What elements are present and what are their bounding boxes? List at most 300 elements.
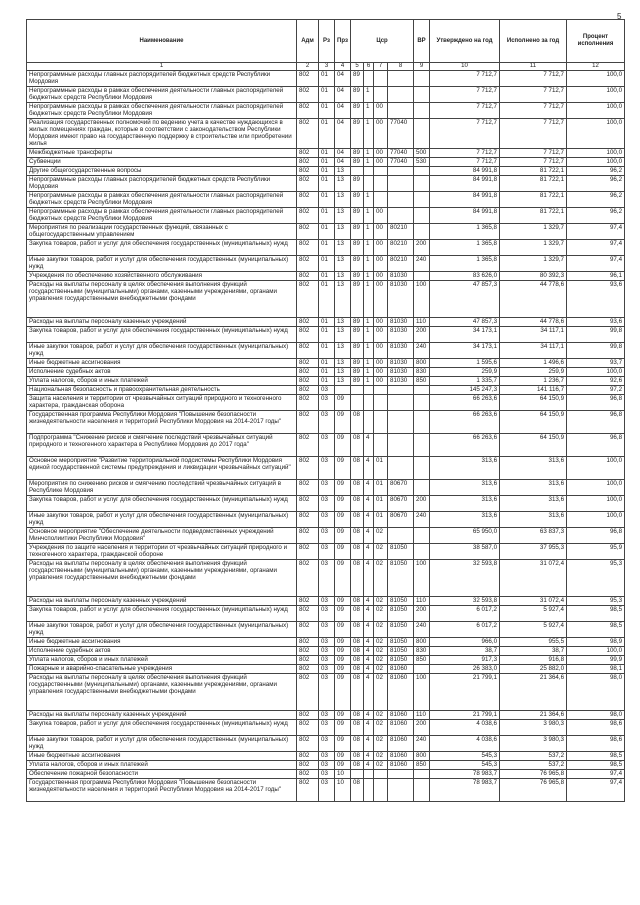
row-name-cell: Другие общегосударственные вопросы [27,167,297,176]
row-csr-program-cell: 89 [351,368,364,377]
row-csr-subprogram-cell: 1 [364,87,374,103]
row-csr-event-cell: 02 [374,560,388,597]
table-row [27,103,625,119]
row-prz-cell: 04 [335,87,351,103]
row-rz-cell: 01 [319,71,335,87]
row-percent-cell: 98,0 [567,711,625,720]
row-percent-cell: 98,6 [567,720,625,736]
row-adm-cell: 802 [297,457,319,480]
column-number: 12 [567,63,625,71]
table-row [27,720,625,736]
row-adm-cell: 802 [297,256,319,272]
row-executed-cell: 7 712,7 [500,71,567,87]
row-approved-cell: 26 383,0 [430,665,500,674]
row-csr-program-cell: 08 [351,638,364,647]
row-csr-event-cell: 00 [374,149,388,158]
row-approved-cell: 66 263,6 [430,434,500,457]
row-percent-cell: 97,4 [567,770,625,779]
row-rz-cell: 03 [319,656,335,665]
row-vr-cell [414,192,430,208]
row-name-cell: Исполнение судебных актов [27,647,297,656]
row-csr-subprogram-cell: 1 [364,208,374,224]
row-approved-cell: 917,3 [430,656,500,665]
row-csr-subprogram-cell [364,395,374,411]
row-approved-cell: 313,6 [430,457,500,480]
row-percent-cell: 100,0 [567,368,625,377]
row-executed-cell: 34 117,1 [500,327,567,343]
row-adm-cell: 802 [297,158,319,167]
row-name-cell: Расходы на выплаты персоналу в целях обеспечения выполнения функций государственными (муниципальными) органами, казенными учреждениями, органами управления государственными внебюджетными фондами [27,560,297,597]
row-adm-cell: 802 [297,496,319,512]
row-adm-cell: 802 [297,87,319,103]
row-adm-cell: 802 [297,638,319,647]
row-adm-cell: 802 [297,647,319,656]
row-csr-subprogram-cell: 1 [364,103,374,119]
row-name-cell: Непрограммные расходы в рамках обеспечения деятельности главных распорядителей бюджетных средств Республики Мордовия [27,208,297,224]
row-percent-cell: 100,0 [567,480,625,496]
row-vr-cell: 200 [414,720,430,736]
row-csr-event-cell: 00 [374,208,388,224]
row-prz-cell: 13 [335,272,351,281]
row-csr-direction-cell [388,386,414,395]
row-executed-cell: 3 980,3 [500,736,567,752]
row-vr-cell [414,395,430,411]
row-prz-cell: 09 [335,752,351,761]
row-csr-event-cell [374,71,388,87]
row-csr-event-cell [374,167,388,176]
row-percent-cell: 95,9 [567,544,625,560]
table-row [27,752,625,761]
row-percent-cell: 100,0 [567,103,625,119]
row-executed-cell: 1 329,7 [500,240,567,256]
row-prz-cell: 13 [335,192,351,208]
table-row [27,606,625,622]
row-percent-cell: 96,2 [567,176,625,192]
row-name-cell: Обеспечение пожарной безопасности [27,770,297,779]
row-name-cell: Основное мероприятие "Развитие территориальной подсистемы Республики Мордовия единой государственной системы предупреждения и ликвидации чрезвычайных ситуаций" [27,457,297,480]
row-csr-subprogram-cell: 4 [364,528,374,544]
column-number: 5 [351,63,364,71]
row-csr-program-cell: 08 [351,606,364,622]
row-csr-event-cell: 01 [374,457,388,480]
row-vr-cell [414,103,430,119]
row-percent-cell: 100,0 [567,158,625,167]
row-adm-cell: 802 [297,395,319,411]
row-prz-cell: 13 [335,208,351,224]
row-executed-cell: 537,2 [500,761,567,770]
row-approved-cell: 84 991,8 [430,167,500,176]
row-csr-event-cell: 02 [374,720,388,736]
row-vr-cell [414,208,430,224]
row-rz-cell: 01 [319,281,335,318]
row-vr-cell: 500 [414,149,430,158]
row-csr-program-cell: 08 [351,656,364,665]
row-vr-cell: 200 [414,240,430,256]
row-prz-cell: 09 [335,480,351,496]
row-name-cell: Реализация государственных полномочий по ведению учета в качестве нуждающихся в жилых помещениях граждан, которые в соответствии с законодательством Республики Мордовия имеют право на государственную поддержку в строительстве или приобретении жилья [27,119,297,149]
row-vr-cell [414,665,430,674]
row-percent-cell: 92,6 [567,377,625,386]
row-percent-cell: 95,3 [567,597,625,606]
row-vr-cell: 830 [414,647,430,656]
row-csr-subprogram-cell: 4 [364,736,374,752]
row-percent-cell: 100,0 [567,71,625,87]
row-vr-cell [414,167,430,176]
row-prz-cell: 13 [335,281,351,318]
column-number: 7 [374,63,388,71]
row-approved-cell: 47 857,3 [430,318,500,327]
row-csr-subprogram-cell [364,386,374,395]
row-csr-direction-cell: 77040 [388,119,414,149]
column-number: 3 [319,63,335,71]
row-csr-event-cell: 00 [374,119,388,149]
table-row [27,386,625,395]
row-name-cell: Иные закупки товаров, работ и услуг для обеспечения государственных (муниципальных) нужд [27,622,297,638]
table-row [27,318,625,327]
row-csr-direction-cell: 80210 [388,256,414,272]
row-executed-cell: 1 236,7 [500,377,567,386]
row-approved-cell: 4 038,6 [430,720,500,736]
row-executed-cell: 44 778,6 [500,281,567,318]
row-adm-cell: 802 [297,386,319,395]
row-executed-cell: 1 496,6 [500,359,567,368]
row-rz-cell: 03 [319,496,335,512]
row-csr-program-cell: 89 [351,103,364,119]
table-row [27,377,625,386]
table-row [27,224,625,240]
row-vr-cell: 200 [414,327,430,343]
row-adm-cell: 802 [297,71,319,87]
row-csr-subprogram-cell: 1 [364,318,374,327]
row-vr-cell: 110 [414,711,430,720]
row-name-cell: Расходы на выплаты персоналу казенных учреждений [27,597,297,606]
row-approved-cell: 1 365,8 [430,256,500,272]
row-name-cell: Непрограммные расходы главных распорядителей бюджетных средств Республики Мордовия [27,176,297,192]
row-csr-event-cell [374,176,388,192]
row-rz-cell: 01 [319,87,335,103]
row-executed-cell: 25 882,0 [500,665,567,674]
row-csr-subprogram-cell: 4 [364,761,374,770]
page-number: 5 [617,12,622,21]
row-csr-program-cell: 89 [351,240,364,256]
row-rz-cell: 03 [319,779,335,802]
row-vr-cell: 850 [414,377,430,386]
row-percent-cell: 100,0 [567,457,625,480]
row-percent-cell: 100,0 [567,87,625,103]
row-rz-cell: 03 [319,597,335,606]
row-executed-cell: 31 072,4 [500,597,567,606]
row-percent-cell: 97,2 [567,386,625,395]
table-row [27,656,625,665]
row-name-cell: Иные бюджетные ассигнования [27,638,297,647]
row-percent-cell: 100,0 [567,647,625,656]
row-csr-program-cell: 08 [351,720,364,736]
row-csr-direction-cell: 81060 [388,736,414,752]
row-approved-cell: 259,9 [430,368,500,377]
budget-execution-table [26,19,625,802]
row-percent-cell: 95,3 [567,560,625,597]
row-executed-cell: 5 927,4 [500,606,567,622]
header-csr: Цср [351,20,414,63]
row-rz-cell: 03 [319,434,335,457]
row-executed-cell: 7 712,7 [500,158,567,167]
row-approved-cell: 32 593,8 [430,597,500,606]
row-csr-subprogram-cell: 1 [364,377,374,386]
row-prz-cell: 09 [335,622,351,638]
row-name-cell: Непрограммные расходы в рамках обеспечения деятельности главных распорядителей бюджетных средств Республики Мордовия [27,192,297,208]
row-approved-cell: 4 038,6 [430,736,500,752]
row-prz-cell: 04 [335,71,351,87]
table-row [27,770,625,779]
row-vr-cell: 240 [414,736,430,752]
row-approved-cell: 6 017,2 [430,606,500,622]
row-csr-direction-cell [388,434,414,457]
row-csr-program-cell: 89 [351,359,364,368]
table-row [27,240,625,256]
row-adm-cell: 802 [297,327,319,343]
row-approved-cell: 7 712,7 [430,87,500,103]
row-csr-program-cell: 89 [351,208,364,224]
row-executed-cell: 64 150,9 [500,411,567,434]
row-approved-cell: 66 263,6 [430,395,500,411]
row-vr-cell [414,386,430,395]
row-adm-cell: 802 [297,240,319,256]
row-csr-subprogram-cell [364,167,374,176]
table-row [27,119,625,149]
row-executed-cell: 37 955,3 [500,544,567,560]
row-csr-program-cell: 08 [351,457,364,480]
row-adm-cell: 802 [297,411,319,434]
row-csr-subprogram-cell: 1 [364,158,374,167]
column-number: 1 [27,63,297,71]
row-adm-cell: 802 [297,167,319,176]
row-percent-cell: 93,7 [567,359,625,368]
row-csr-program-cell: 08 [351,528,364,544]
row-adm-cell: 802 [297,343,319,359]
table-row [27,665,625,674]
row-executed-cell: 64 150,9 [500,434,567,457]
row-prz-cell: 13 [335,368,351,377]
row-prz-cell: 09 [335,434,351,457]
row-csr-direction-cell: 81030 [388,359,414,368]
table-row [27,272,625,281]
column-number: 6 [364,63,374,71]
row-csr-event-cell: 02 [374,647,388,656]
row-rz-cell: 03 [319,386,335,395]
row-csr-event-cell: 02 [374,665,388,674]
row-executed-cell: 313,6 [500,496,567,512]
row-csr-direction-cell: 81060 [388,665,414,674]
row-csr-event-cell: 00 [374,368,388,377]
row-adm-cell: 802 [297,149,319,158]
row-name-cell: Учреждения по обеспечению хозяйственного обслуживания [27,272,297,281]
row-approved-cell: 1 365,8 [430,240,500,256]
row-prz-cell: 09 [335,560,351,597]
row-name-cell: Закупка товаров, работ и услуг для обеспечения государственных (муниципальных) нужд [27,327,297,343]
row-csr-event-cell [374,395,388,411]
table-row [27,368,625,377]
row-executed-cell: 916,8 [500,656,567,665]
row-approved-cell: 966,0 [430,638,500,647]
row-vr-cell: 100 [414,560,430,597]
row-percent-cell: 98,1 [567,665,625,674]
row-vr-cell: 110 [414,597,430,606]
row-prz-cell: 09 [335,606,351,622]
row-prz-cell: 13 [335,359,351,368]
row-csr-direction-cell: 81030 [388,368,414,377]
table-row [27,167,625,176]
row-prz-cell: 13 [335,256,351,272]
header-vr: ВР [414,20,430,63]
row-name-cell: Защита населения и территории от чрезвычайных ситуаций природного и техногенного характера, гражданская оборона [27,395,297,411]
row-csr-direction-cell: 81050 [388,544,414,560]
row-csr-event-cell: 01 [374,512,388,528]
row-csr-direction-cell [388,71,414,87]
row-percent-cell: 96,8 [567,434,625,457]
row-csr-program-cell: 08 [351,736,364,752]
row-approved-cell: 7 712,7 [430,149,500,158]
row-vr-cell: 100 [414,674,430,711]
row-percent-cell: 96,8 [567,411,625,434]
row-csr-event-cell: 00 [374,224,388,240]
column-number: 4 [335,63,351,71]
row-name-cell: Непрограммные расходы главных распорядителей бюджетных средств Республики Мордовия [27,71,297,87]
row-prz-cell: 09 [335,711,351,720]
row-csr-subprogram-cell: 1 [364,256,374,272]
table-row [27,71,625,87]
row-prz-cell: 04 [335,158,351,167]
row-csr-subprogram-cell: 1 [364,149,374,158]
row-rz-cell: 03 [319,638,335,647]
row-executed-cell: 44 778,6 [500,318,567,327]
row-prz-cell: 13 [335,327,351,343]
row-adm-cell: 802 [297,208,319,224]
row-executed-cell: 81 722,1 [500,167,567,176]
row-csr-program-cell: 89 [351,149,364,158]
row-executed-cell: 81 722,1 [500,176,567,192]
row-approved-cell: 47 857,3 [430,281,500,318]
table-row [27,512,625,528]
table-row [27,528,625,544]
row-csr-direction-cell [388,208,414,224]
row-csr-program-cell: 08 [351,411,364,434]
row-adm-cell: 802 [297,480,319,496]
header-name: Наименование [27,20,297,63]
table-row [27,761,625,770]
row-csr-program-cell: 89 [351,158,364,167]
row-name-cell: Иные бюджетные ассигнования [27,752,297,761]
row-name-cell: Субвенции [27,158,297,167]
row-csr-direction-cell: 81030 [388,327,414,343]
row-rz-cell: 01 [319,103,335,119]
row-percent-cell: 96,2 [567,208,625,224]
table-row [27,208,625,224]
row-csr-subprogram-cell: 4 [364,622,374,638]
row-adm-cell: 802 [297,528,319,544]
row-csr-event-cell: 00 [374,327,388,343]
row-prz-cell: 13 [335,224,351,240]
row-name-cell: Иные бюджетные ассигнования [27,359,297,368]
row-percent-cell: 98,5 [567,761,625,770]
row-adm-cell: 802 [297,318,319,327]
row-prz-cell: 13 [335,343,351,359]
row-approved-cell: 1 335,7 [430,377,500,386]
row-adm-cell: 802 [297,752,319,761]
row-vr-cell: 240 [414,622,430,638]
row-name-cell: Расходы на выплаты персоналу в целях обеспечения выполнения функций государственными (муниципальными) органами, казенными учреждениями, органами управления государственными внебюджетными фондами [27,674,297,711]
table-row [27,434,625,457]
row-csr-program-cell: 08 [351,752,364,761]
row-rz-cell: 01 [319,327,335,343]
row-csr-direction-cell: 81050 [388,606,414,622]
row-csr-subprogram-cell: 4 [364,606,374,622]
row-csr-direction-cell: 81050 [388,656,414,665]
row-csr-subprogram-cell [364,411,374,434]
row-csr-event-cell: 00 [374,256,388,272]
row-csr-program-cell: 89 [351,224,364,240]
row-name-cell: Национальная безопасность и правоохранительная деятельность [27,386,297,395]
row-approved-cell: 84 991,8 [430,192,500,208]
row-name-cell: Уплата налогов, сборов и иных платежей [27,761,297,770]
table-row [27,496,625,512]
row-csr-program-cell: 08 [351,711,364,720]
row-csr-direction-cell: 81060 [388,752,414,761]
row-csr-event-cell [374,87,388,103]
row-csr-program-cell: 89 [351,256,364,272]
row-executed-cell: 141 116,7 [500,386,567,395]
table-row [27,674,625,711]
row-approved-cell: 7 712,7 [430,119,500,149]
row-csr-event-cell: 02 [374,674,388,711]
row-csr-subprogram-cell: 1 [364,327,374,343]
row-csr-subprogram-cell: 1 [364,368,374,377]
row-approved-cell: 65 950,0 [430,528,500,544]
row-name-cell: Мероприятия по снижению рисков и смягчению последствий чрезвычайных ситуаций в Республике Мордовия [27,480,297,496]
row-percent-cell: 97,4 [567,224,625,240]
row-prz-cell: 09 [335,395,351,411]
table-row [27,544,625,560]
row-rz-cell: 01 [319,240,335,256]
row-name-cell: Межбюджетные трансферты [27,149,297,158]
row-csr-subprogram-cell: 1 [364,224,374,240]
row-rz-cell: 03 [319,752,335,761]
row-rz-cell: 03 [319,395,335,411]
row-executed-cell: 1 329,7 [500,256,567,272]
row-adm-cell: 802 [297,736,319,752]
row-rz-cell: 01 [319,158,335,167]
row-approved-cell: 32 593,8 [430,560,500,597]
row-vr-cell [414,411,430,434]
row-csr-program-cell: 89 [351,176,364,192]
row-adm-cell: 802 [297,761,319,770]
row-vr-cell: 200 [414,496,430,512]
row-csr-program-cell [351,167,364,176]
row-csr-program-cell: 08 [351,761,364,770]
row-csr-direction-cell: 81050 [388,647,414,656]
row-rz-cell: 01 [319,343,335,359]
row-csr-direction-cell: 81030 [388,281,414,318]
row-csr-program-cell: 89 [351,318,364,327]
row-csr-subprogram-cell: 4 [364,665,374,674]
row-percent-cell: 96,2 [567,192,625,208]
row-csr-subprogram-cell: 4 [364,457,374,480]
row-csr-program-cell: 89 [351,87,364,103]
row-vr-cell: 850 [414,656,430,665]
row-csr-direction-cell [388,192,414,208]
row-approved-cell: 83 626,0 [430,272,500,281]
row-executed-cell: 313,6 [500,480,567,496]
row-executed-cell: 64 150,9 [500,395,567,411]
